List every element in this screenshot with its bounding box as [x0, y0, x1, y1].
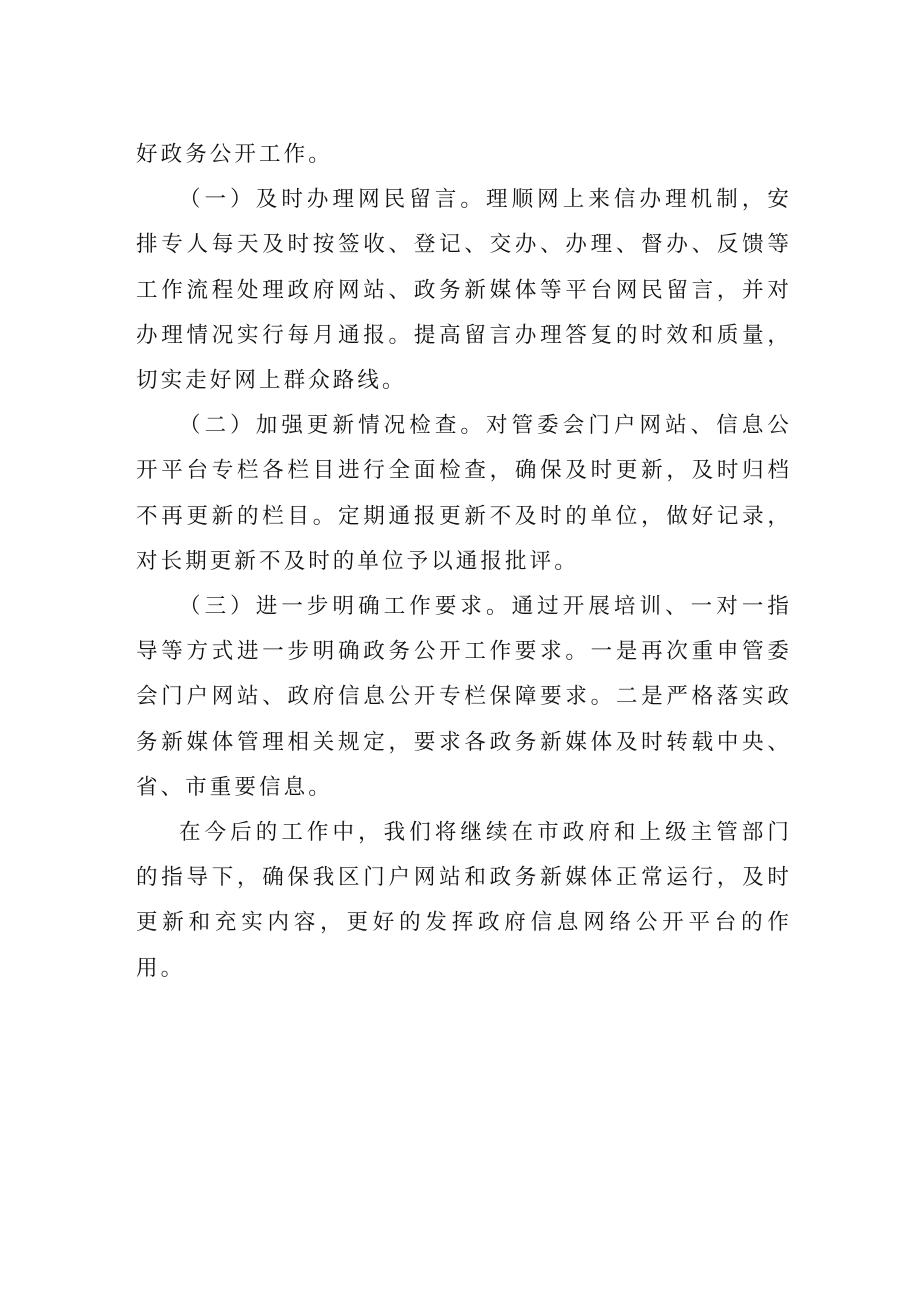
document-page	[136, 132, 792, 991]
paragraph-continuation: 好政务公开工作。	[136, 142, 333, 167]
paragraph-section-1: （一）及时办理网民留言。理顺网上来信办理机制，安排专人每天及时按签收、登记、交办、办理、督办、反馈等工作流程处理政府网站、政务新媒体等平台网民留言，并对办理情况实行每月通报。提高留言办理答复的时效和质量，切实走好网上群众路线。	[136, 187, 792, 394]
paragraph-section-2: （二）加强更新情况检查。对管委会门户网站、信息公开平台专栏各栏目进行全面检查，确保及时更新，及时归档不再更新的栏目。定期通报更新不及时的单位，做好记录，对长期更新不及时的单位予以通报批评。	[136, 413, 792, 574]
paragraph-conclusion: 在今后的工作中，我们将继续在市政府和上级主管部门的指导下，确保我区门户网站和政务新媒体正常运行，及时更新和充实内容，更好的发挥政府信息网络公开平台的作用。	[136, 820, 792, 981]
paragraph-section-3: （三）进一步明确工作要求。通过开展培训、一对一指导等方式进一步明确政务公开工作要求。一是再次重申管委会门户网站、政府信息公开专栏保障要求。二是严格落实政务新媒体管理相关规定，要求各政务新媒体及时转载中央、省、市重要信息。	[136, 594, 792, 800]
